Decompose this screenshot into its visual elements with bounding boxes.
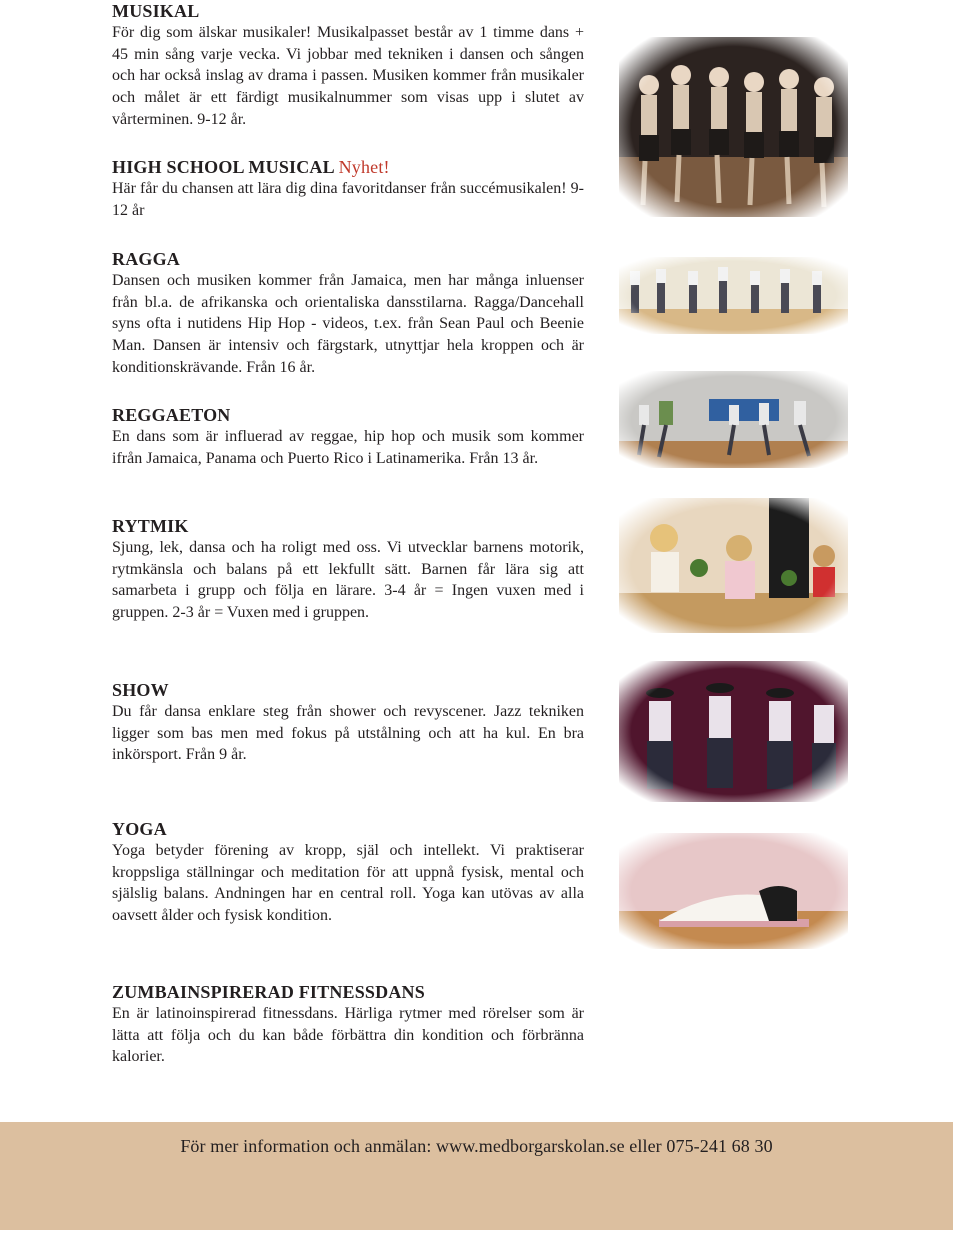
section-body: Yoga betyder förening av kropp, själ och intellekt. Vi praktiserar kroppsliga ställningar och meditation för att uppnå fysisk, mental och själslig balans. Andningen har en central roll. Yoga kan utövas av alla oavsett ålder och fysisk kondition. (112, 842, 584, 925)
section-heading: MUSIKAL (112, 1, 200, 21)
section-musikal (112, 0, 584, 131)
section-reggaeton (112, 404, 584, 469)
section-body: Du får dansa enklare steg från shower och revyscener. Jazz tekniken ligger som bas men med fokus på utstålning och att ha kul. En bra inkörsport. Från 9 år. (112, 703, 584, 764)
reggaeton-photo (619, 371, 848, 468)
section-heading: ZUMBAINSPIRERAD FITNESSDANS (112, 982, 425, 1002)
section-show (112, 679, 584, 766)
section-body: För dig som älskar musikaler! Musikalpasset består av 1 timme dans + 45 min sång varje vecka. Vi jobbar med tekniken i dansen och sången och har också inslag av drama i passen. Musiken kommer från musikaler och målet är ett färdigt musikalnummer som visas upp i slutet av vårterminen. 9-12 år. (112, 24, 584, 128)
section-high-school-musical (112, 156, 584, 221)
footer-band (0, 1122, 953, 1230)
section-body: Här får du chansen att lära dig dina favoritdanser från succémusikalen! 9-12 år (112, 180, 584, 219)
section-ragga (112, 248, 584, 379)
section-body: Dansen och musiken kommer från Jamaica, men har många inluenser från bl.a. de afrikanska och orientaliska dansstilarna. Ragga/Dancehall syns ofta i nutidens Hip Hop - videos, t.ex. från Sean Paul och Beenie Man. Dansen är intensiv och färgstark, utnyttjar hela kroppen och är konditionskrävande. Från 16 år. (112, 272, 584, 376)
musikal-photo (619, 37, 848, 217)
section-heading: SHOW (112, 680, 169, 700)
rytmik-photo (619, 498, 848, 633)
section-heading (112, 156, 584, 178)
section-heading: RAGGA (112, 249, 180, 269)
section-heading-text: HIGH SCHOOL MUSICAL (112, 157, 334, 177)
section-heading: REGGAETON (112, 405, 231, 425)
new-badge: Nyhet! (338, 157, 390, 177)
show-photo (619, 661, 848, 802)
section-body: En är latinoinspirerad fitnessdans. Härliga rytmer med rörelser som är lätta att följa och du kan både förbättra din kondition och förbränna kalorier. (112, 1005, 584, 1066)
section-body: En dans som är influerad av reggae, hip hop och musik som kommer ifrån Jamaica, Panama och Puerto Rico i Latinamerika. Från 13 år. (112, 428, 584, 467)
section-zumba (112, 981, 584, 1068)
yoga-photo (619, 833, 848, 949)
section-heading: YOGA (112, 819, 167, 839)
section-rytmik (112, 515, 584, 624)
section-body: Sjung, lek, dansa och ha roligt med oss. Vi utvecklar barnens motorik, rytmkänsla och balans på ett lekfullt sätt. Barnen får lära sig att samarbeta i grupp och följa en lärare. 3-4 år = Ingen vuxen med i gruppen. 2-3 år = Vuxen med i gruppen. (112, 539, 584, 622)
section-heading: RYTMIK (112, 516, 189, 536)
section-yoga (112, 818, 584, 927)
ragga-photo (619, 257, 848, 334)
footer-contact-text: För mer information och anmälan: www.medborgarskolan.se eller 075-241 68 30 (180, 1136, 773, 1156)
